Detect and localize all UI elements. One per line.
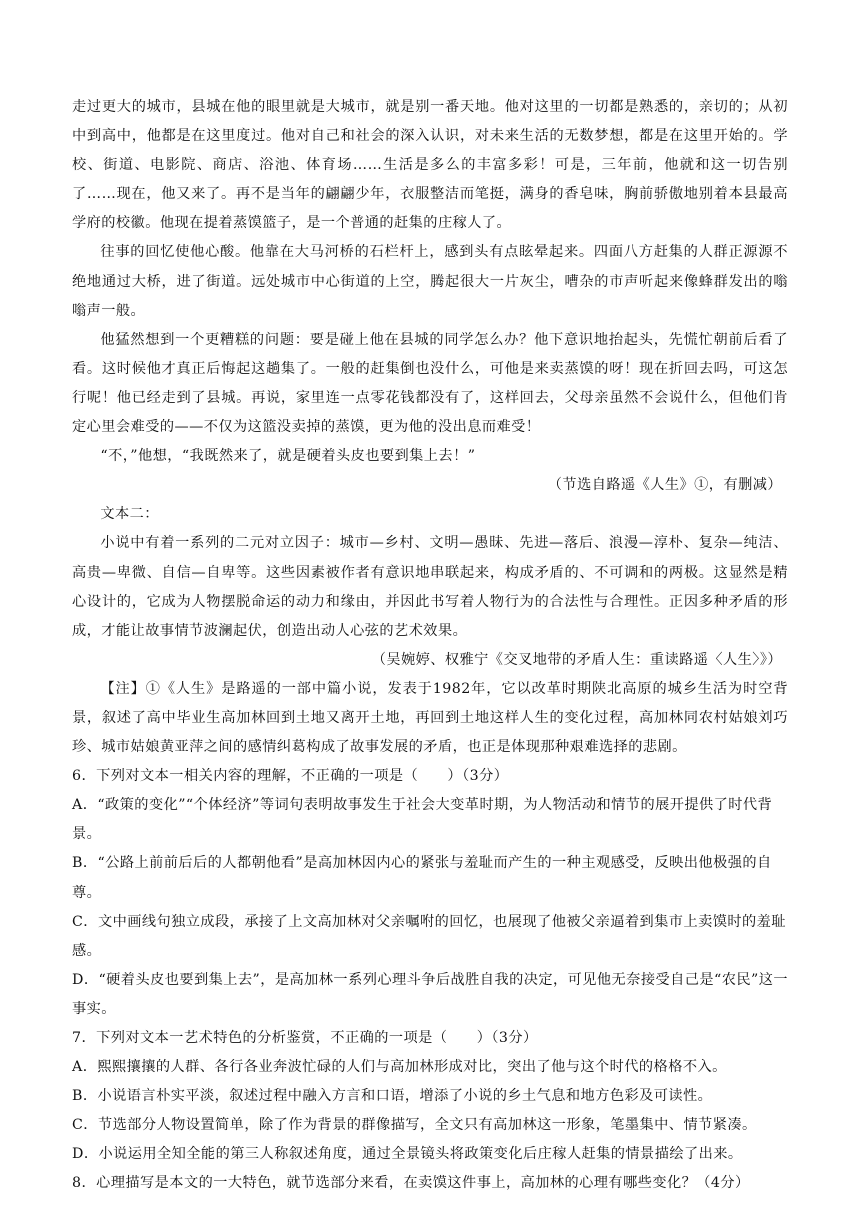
footnote: 【注】①《人生》是路遥的一部中篇小说，发表于1982年，它以改革时期陕北高原的城乡生活为时空背景，叙述了高中毕业生高加林回到土地又离开土地，再回到土地这样人生的变化过程，高加林同农村姑娘刘巧珍、城市姑娘黄亚萍之间的感情纠葛构成了故事发展的矛盾，也正是体现那种艰难选择的悲剧。 — [72, 680, 788, 756]
text2-heading: 文本二： — [100, 506, 159, 523]
text1-source: （节选自路遥《人生》①，有删减） — [547, 477, 782, 494]
text1-paragraph-2: 往事的回忆使他心酸。他靠在大马河桥的石栏杆上，感到头有点眩晕起来。四面八方赶集的人群正源源不绝地通过大桥，进了街道。远处城市中心街道的上空，腾起很大一片灰尘，嘈杂的市声听起来像蜂群发出的嗡嗡声一般。 — [72, 244, 788, 319]
question-6-option-c: C．文中画线句独立成段，承接了上文高加林对父亲嘱咐的回忆，也展现了他被父亲逼着到集市上卖馍时的羞耻感。 — [72, 913, 786, 959]
question-7-option-d: D．小说运用全知全能的第三人称叙述角度，通过全景镜头将政策变化后庄稼人赶集的情景描绘了出来。 — [72, 1146, 743, 1163]
question-8-stem: 8．心理描写是本文的一大特色，就节选部分来看，在卖馍这件事上，高加林的心理有哪些变化？（4分） — [72, 1175, 750, 1192]
question-6-option-b: B．“公路上前前后后的人都朝他看”是高加林因内心的紧张与羞耻而产生的一种主观感受，反映出他极强的自尊。 — [72, 855, 772, 901]
text1-paragraph-4: “不，”他想，“我既然来了，就是硬着头皮也要到集上去！” — [100, 448, 476, 465]
question-7-stem: 7．下列对文本一艺术特色的分析鉴赏，不正确的一项是（ ）（3分） — [72, 1030, 538, 1046]
question-6-stem: 6．下列对文本一相关内容的理解，不正确的一项是（ ）（3分） — [72, 768, 509, 785]
text1-paragraph-3: 他猛然想到一个更糟糕的问题：要是碰上他在县城的同学怎么办？他下意识地抬起头，先慌忙朝前后看了看。这时候他才真正后悔起这趟集了。一般的赶集倒也没什么，可他是来卖蒸馍的呀！现在折回去吗，可这怎行呢！他已经走到了县城。再说，家里连一点零花钱都没有了，这样回去，父母亲虽然不会说什么，但他们肯定心里会难受的——不仅为这篮没卖掉的蒸馍，更为他的没出息而难受！ — [72, 331, 788, 436]
exam-page — [72, 93, 788, 1199]
question-6-option-d: D．“硬着头皮也要到集上去”，是高加林一系列心理斗争后战胜自我的决定，可见他无奈接受自己是“农民”这一事实。 — [72, 971, 788, 1017]
question-6-option-a: A．“政策的变化”“个体经济”等词句表明故事发生于社会大变革时期，为人物活动和情节的展开提供了时代背景。 — [72, 797, 773, 843]
text2-source: （吴婉婷、权雅宁《交叉地带的矛盾人生：重读路遥〈人生〉》） — [371, 651, 782, 668]
text2-paragraph: 小说中有着一系列的二元对立因子：城市—乡村、文明—愚昧、先进—落后、浪漫—淳朴、复杂—纯洁、高贵—卑微、自信—自卑等。这些因素被作者有意识地串联起来，构成矛盾的、不可调和的两极。这显然是精心设计的，它成为人物摆脱命运的动力和缘由，并因此书写着人物行为的合法性与合理性。正因多种矛盾的形成，才能让故事情节波澜起伏，创造出动人心弦的艺术效果。 — [72, 535, 788, 639]
question-7-option-b: B．小说语言朴实平淡，叙述过程中融入方言和口语，增添了小说的乡土气息和地方色彩及可读性。 — [72, 1088, 713, 1105]
text1-paragraph-1: 走过更大的城市，县城在他的眼里就是大城市，就是别一番天地。他对这里的一切都是熟悉的，亲切的；从初中到高中，他都是在这里度过。他对自己和社会的深入认识，对未来生活的无数梦想，都是在这里开始的。学校、街道、电影院、商店、浴池、体育场……生活是多么的丰富多彩！可是，三年前，他就和这一切告别了……现在，他又来了。再不是当年的翩翩少年，衣服整洁而笔挺，满身的香皂味，胸前骄傲地别着本县最高学府的校徽。他现在提着蒸馍篮子，是一个普通的赶集的庄稼人了。 — [72, 99, 788, 232]
question-7-option-a: A．熙熙攘攘的人群、各行各业奔波忙碌的人们与高加林形成对比，突出了他与这个时代的格格不入。 — [72, 1059, 727, 1076]
question-7-option-c: C．节选部分人物设置简单，除了作为背景的群像描写，全文只有高加林这一形象，笔墨集中、情节紧凑。 — [72, 1117, 757, 1134]
